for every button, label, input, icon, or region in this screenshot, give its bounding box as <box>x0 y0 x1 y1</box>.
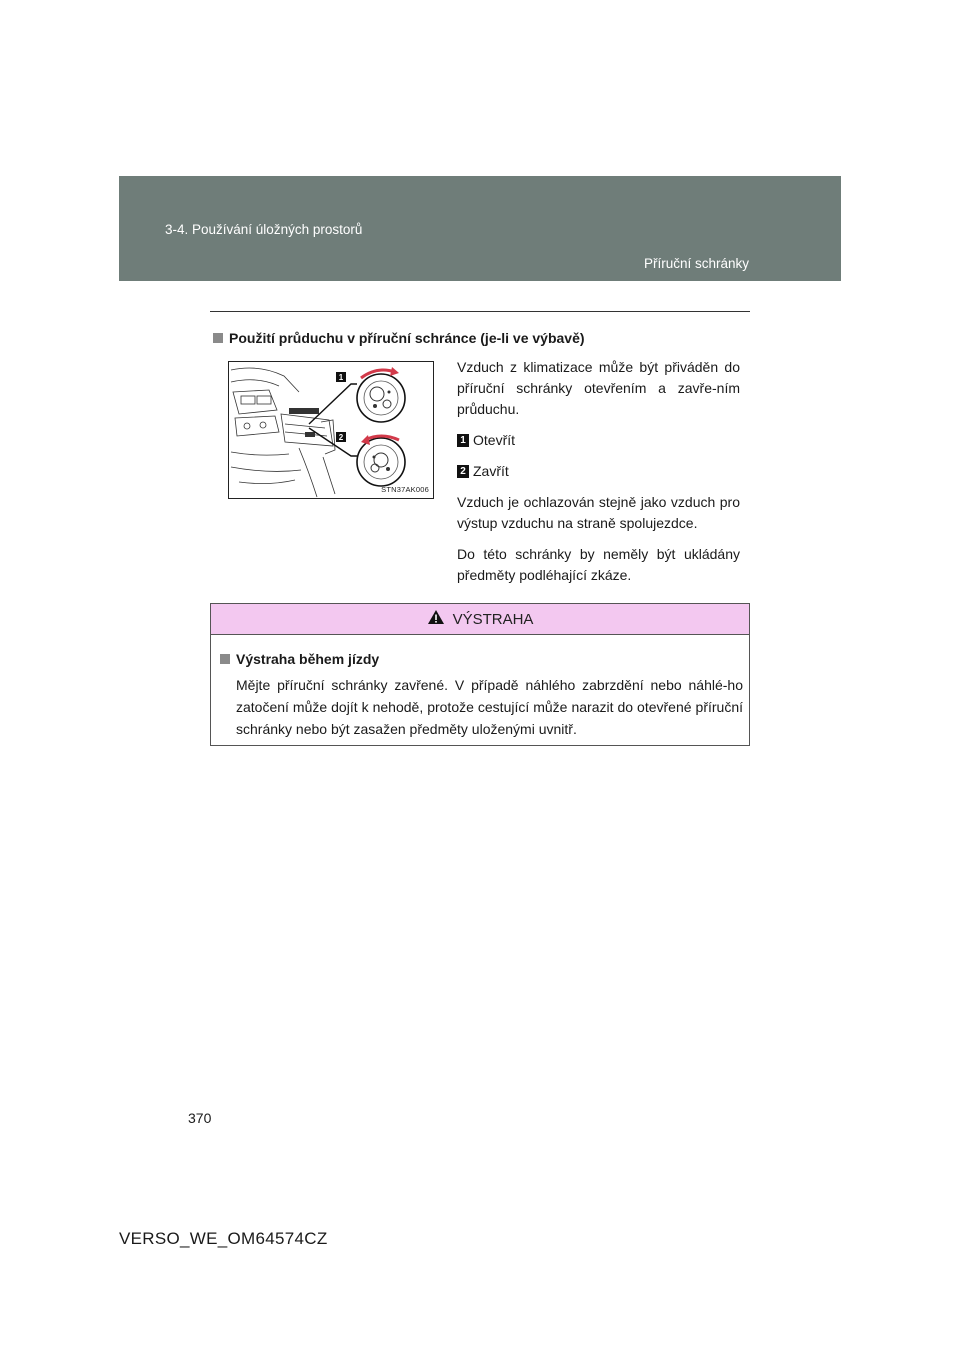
cooling-paragraph: Vzduch je ochlazován stejně jako vzduch pro výstup vzduchu na straně spolujezdce. <box>457 494 740 531</box>
subsection-label: Příruční schránky <box>643 256 749 271</box>
section-heading-text: Použití průduchu v příruční schránce (je-li ve výbavě) <box>229 330 585 346</box>
number-badge: 1 <box>457 434 469 447</box>
warning-subtitle-text: Výstraha během jízdy <box>236 651 380 667</box>
list-item-close <box>457 461 740 482</box>
section-heading <box>213 330 585 346</box>
page-header <box>119 176 841 281</box>
warning-box <box>210 603 750 746</box>
list-item-label: Otevřít <box>473 432 516 448</box>
list-item-label: Zavřít <box>473 463 509 479</box>
vent-illustration <box>228 361 434 499</box>
warning-body <box>211 635 749 740</box>
divider <box>210 311 750 312</box>
storage-paragraph: Do této schránky by neměly být ukládány předměty podléhající zkáze. <box>457 546 740 583</box>
svg-text:1: 1 <box>338 373 344 382</box>
dashboard-vent-icon <box>229 362 434 499</box>
warning-header <box>211 604 749 635</box>
warning-title: VÝSTRAHA <box>452 610 534 628</box>
warning-text: Mějte příruční schránky zavřené. V případě náhlého zabrzdění nebo náhlé-ho zatočení může dojít k nehodě, protože cestující může narazit do otevřené příruční schránky nebo být zasažen předměty uloženými uvnitř. <box>236 677 743 737</box>
number-badge: 2 <box>457 465 469 478</box>
warning-triangle-icon <box>427 609 445 629</box>
figure-code: STN37AK006 <box>381 485 429 494</box>
square-bullet-icon <box>213 333 223 343</box>
warning-subtitle <box>220 648 743 670</box>
section-label: 3-4. Používání úložných prostorů <box>165 222 363 237</box>
page-number: 370 <box>188 1110 212 1126</box>
document-code: VERSO_WE_OM64574CZ <box>119 1229 328 1248</box>
svg-text:2: 2 <box>338 433 344 442</box>
intro-paragraph: Vzduch z klimatizace může být přiváděn do příruční schránky otevřením a zavře-ním průduchu. <box>457 359 740 417</box>
square-bullet-icon <box>220 654 230 664</box>
list-item-open <box>457 430 740 451</box>
vent-description <box>457 357 740 596</box>
